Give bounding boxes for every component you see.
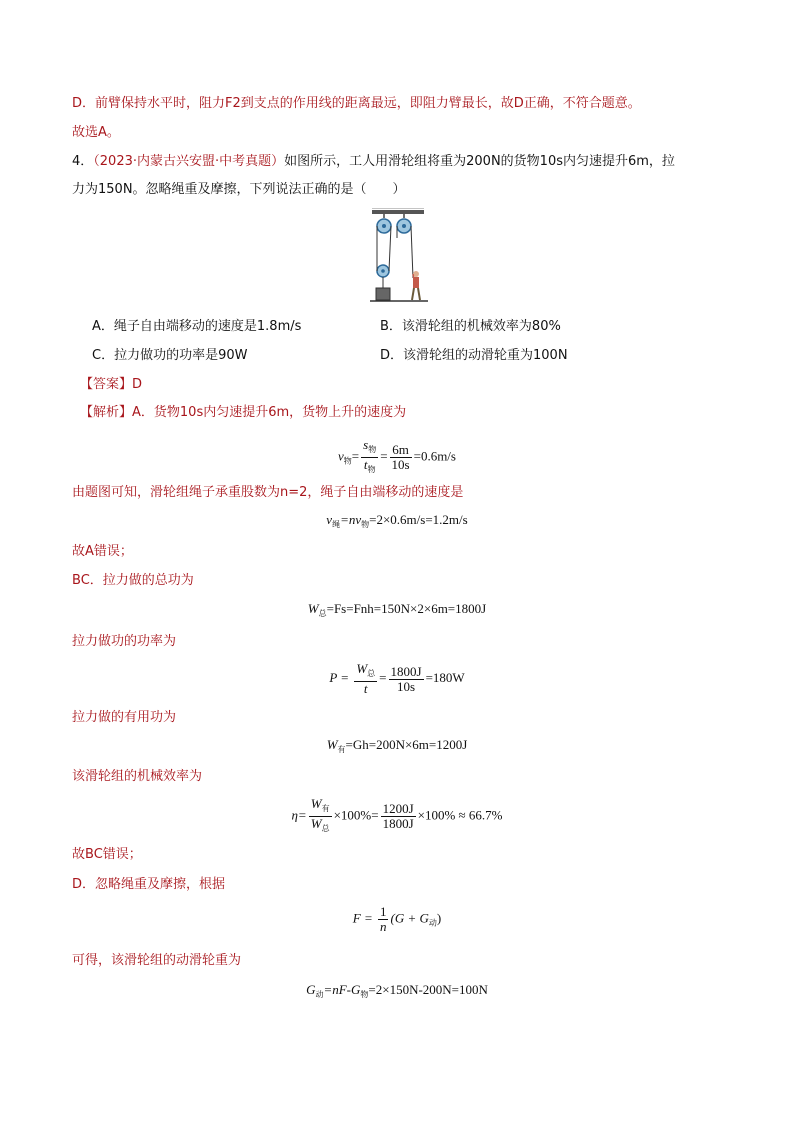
question-number: 4． xyxy=(72,154,94,169)
prev-option-d: D．前臂保持水平时，阻力F2到支点的作用线的距离最远，即阻力臂最长，故D正确，不符合题意。 xyxy=(72,96,641,111)
option-d: D．该滑轮组的动滑轮重为100N xyxy=(380,348,568,363)
analysis-power-text: 拉力做功的功率为 xyxy=(72,634,177,649)
formula-w-total: $W_总=Fs=Fnh=150N\times 2\times 6m=1800J$ xyxy=(307,601,487,618)
formula-v-rope: $v_绳=nv_物=2\times 0.6m/s=1.2m/s$ xyxy=(326,512,468,529)
analysis-a-wrong: 故A错误； xyxy=(72,544,133,559)
analysis-bc-wrong: 故BC错误； xyxy=(72,847,142,862)
formula-g-dong: $G_动=nF-G_物=2\times 150N-200N=100N$ xyxy=(306,982,488,999)
pulley-system-figure xyxy=(370,208,430,312)
analysis-label: 【解析】 xyxy=(80,405,133,420)
analysis-intro xyxy=(80,403,406,423)
formula-force: F = $\frac{1}{n}$ $(G + G_动)$ xyxy=(352,904,442,934)
option-c: C．拉力做功的功率是90W xyxy=(92,348,248,363)
formula-w-useful: $W_有=Gh=200N\times 6m=1200J$ xyxy=(326,737,468,754)
analysis-n-text: 由题图可知，滑轮组绳子承重股数为n=2，绳子自由端移动的速度是 xyxy=(72,485,464,500)
formula-v-obj: $v_物=$ $\frac{s_物}{t_物}$ = $\frac{6m}{10s}$ =0.6m/s xyxy=(0,438,794,477)
answer: 【答案】D xyxy=(80,377,143,392)
question-line2: 力为150N。忽略绳重及摩擦，下列说法正确的是（ ） xyxy=(72,182,406,197)
option-b: B．该滑轮组的机械效率为80% xyxy=(380,319,561,334)
formula-efficiency: η= $\frac{W_有}{W_总}$ ×100%= $\frac{1200J}{1800J}$ ×100% ≈ 66.7% xyxy=(0,797,794,836)
analysis-useful-text: 拉力做的有用功为 xyxy=(72,710,177,725)
question-source: （2023·内蒙古兴安盟·中考真题） xyxy=(93,154,285,169)
option-a: A．绳子自由端移动的速度是1.8m/s xyxy=(92,319,302,334)
cargo-block-icon xyxy=(376,288,390,300)
analysis-efficiency-text: 该滑轮组的机械效率为 xyxy=(72,769,203,784)
question-text-1: 如图所示，工人用滑轮组将重为200N的货物10s内匀速提升6m，拉 xyxy=(284,154,675,169)
analysis-result-text: 可得，该滑轮组的动滑轮重为 xyxy=(72,953,242,968)
analysis-d-text: D．忽略绳重及摩擦，根据 xyxy=(72,877,226,892)
ceiling-beam xyxy=(372,210,424,214)
analysis-intro-text: A．货物10s内匀速提升6m，货物上升的速度为 xyxy=(132,405,407,420)
prev-conclusion: 故选A。 xyxy=(72,125,120,140)
analysis-bc-total: BC．拉力做的总功为 xyxy=(72,573,194,588)
formula-power: P = $\frac{W_总}{t}$ = $\frac{1800J}{10s}$ =180W xyxy=(329,661,465,696)
question-line1 xyxy=(72,152,675,172)
